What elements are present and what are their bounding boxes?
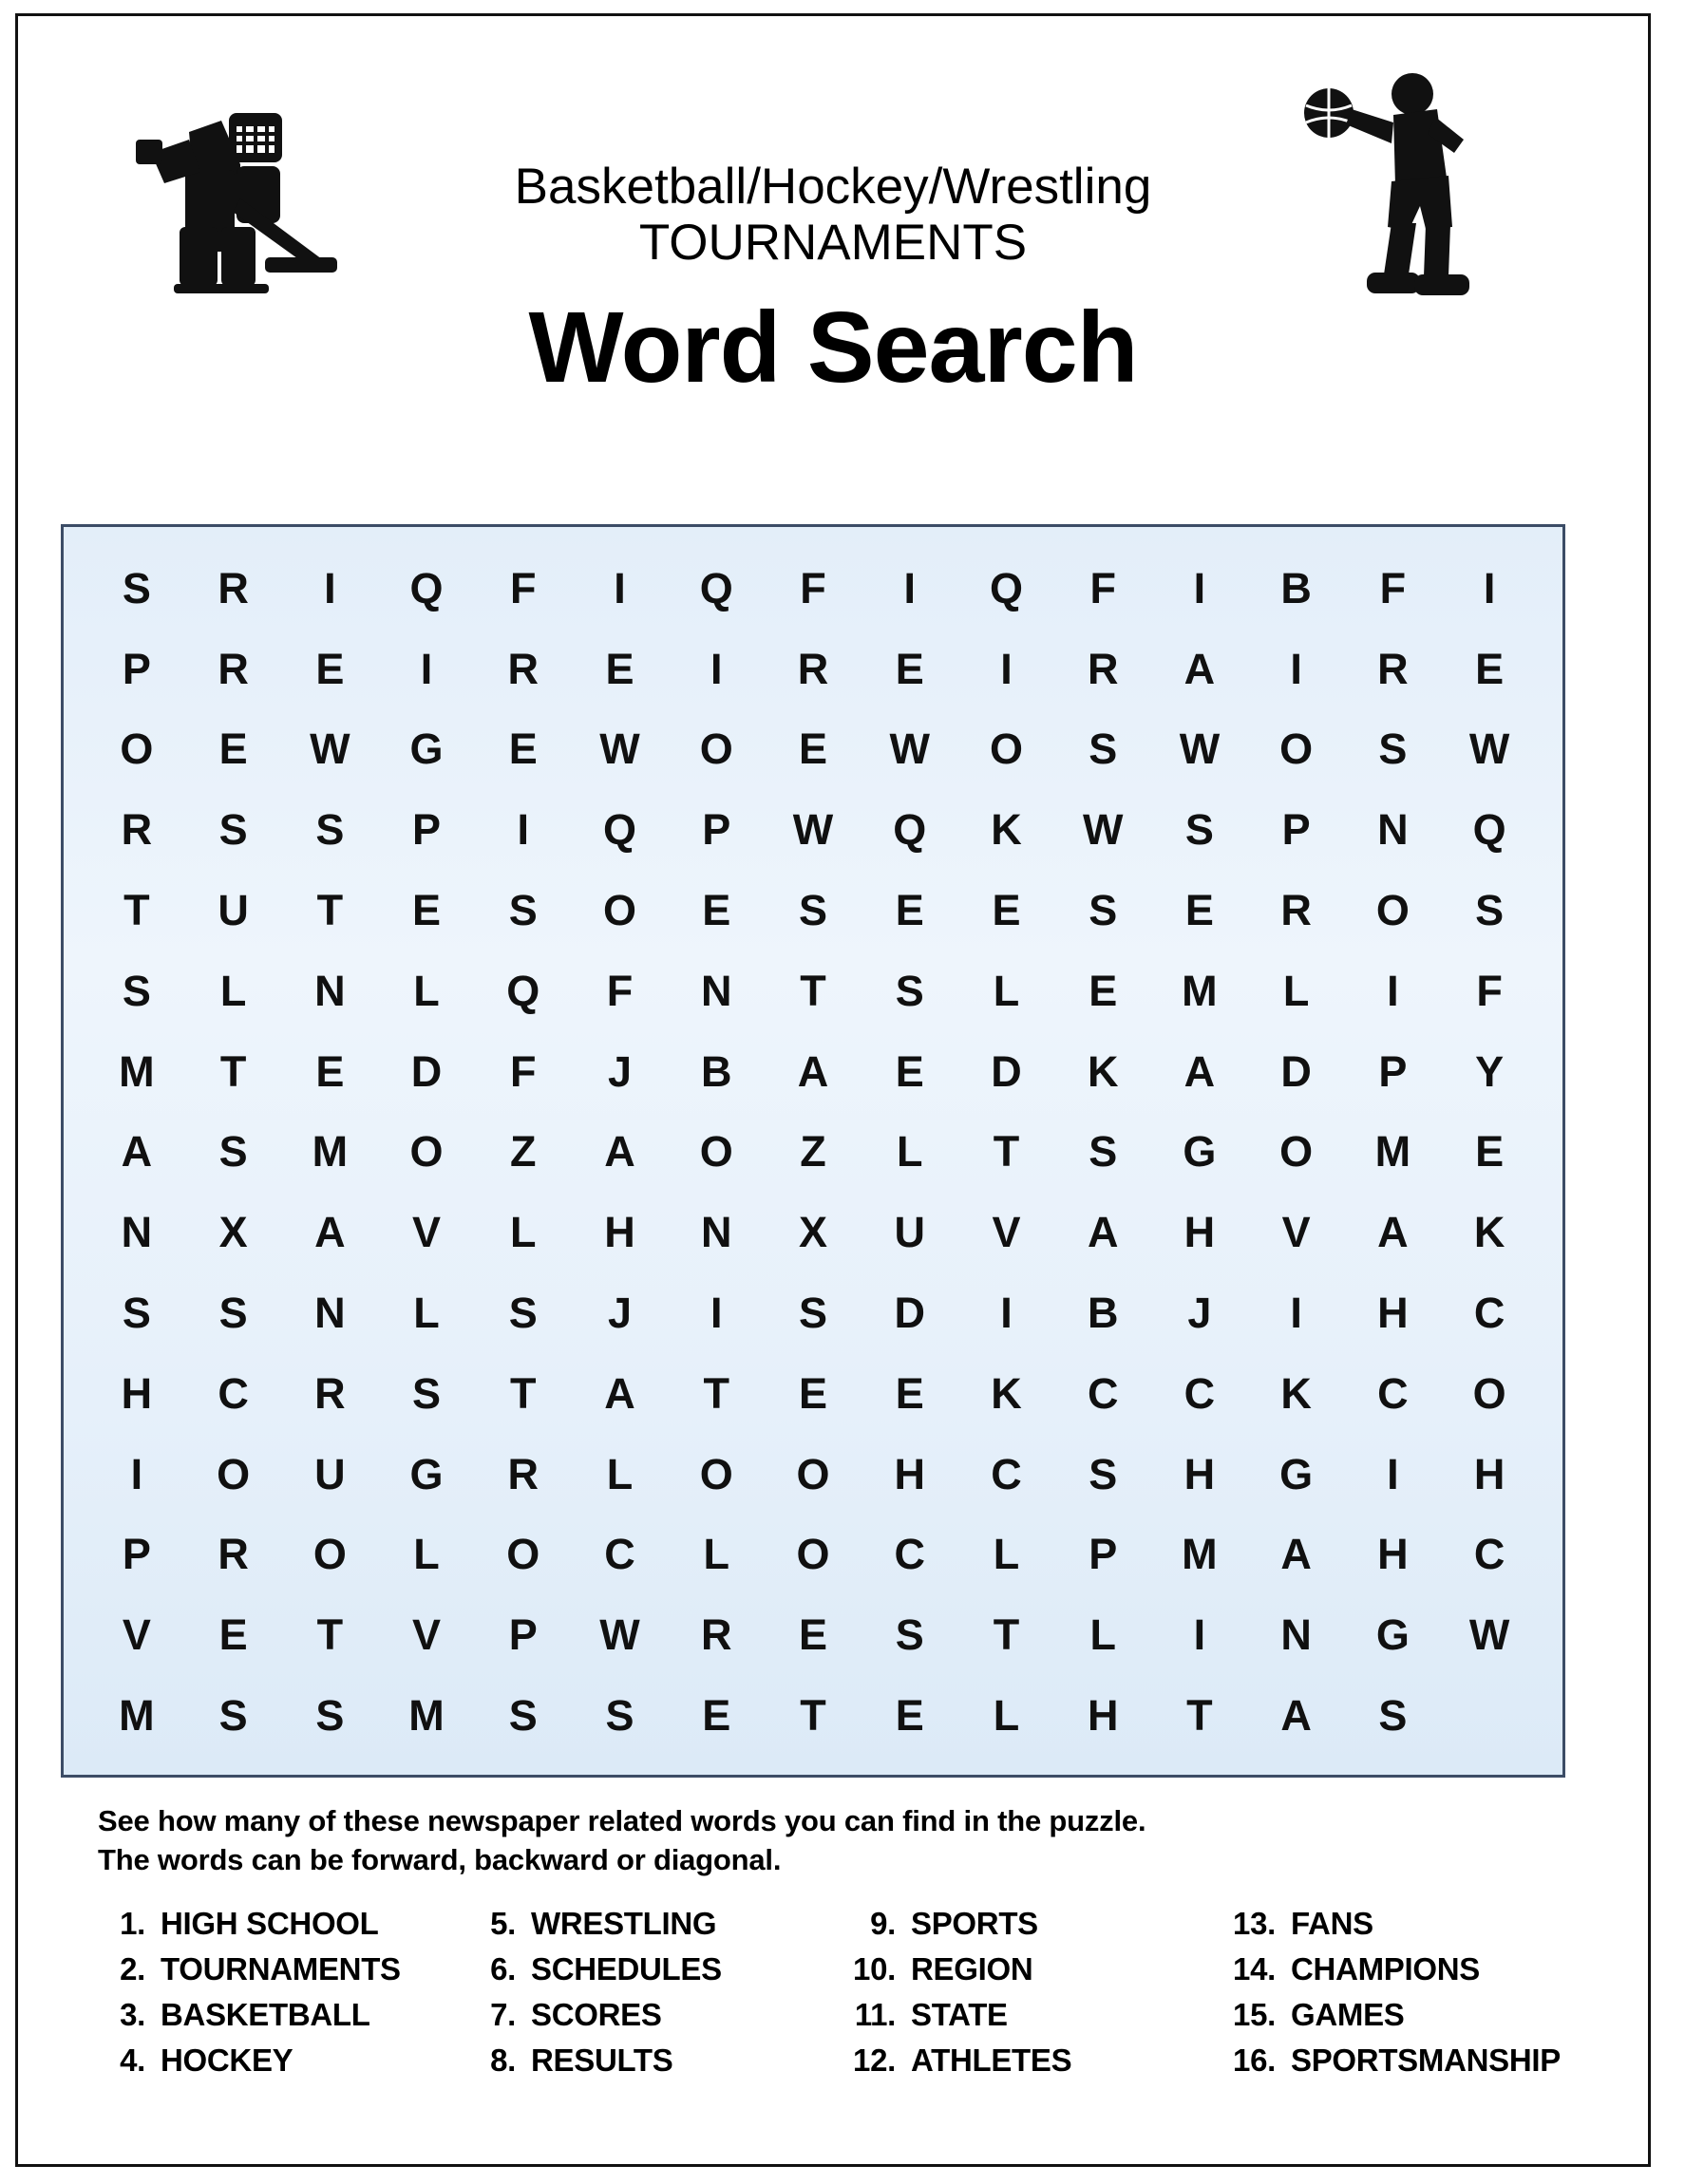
grid-cell[interactable]: C	[1473, 1289, 1505, 1338]
grid-cell[interactable]: A	[604, 1127, 635, 1177]
grid-cell[interactable]: G	[1375, 1610, 1410, 1660]
word-number: 4.	[120, 2042, 145, 2078]
grid-cell[interactable]: T	[993, 1610, 1020, 1660]
grid-cell[interactable]: V	[122, 1610, 151, 1660]
grid-cell[interactable]: W	[1179, 725, 1221, 774]
grid-cell[interactable]: D	[410, 1046, 443, 1096]
grid-cell[interactable]: R	[701, 1610, 732, 1660]
grid-cell[interactable]: O	[1279, 1127, 1314, 1177]
word-number: 8.	[490, 2042, 516, 2078]
grid-cell[interactable]: E	[702, 1691, 731, 1741]
grid-cell[interactable]: P	[122, 1530, 151, 1579]
grid-cell[interactable]: I	[1387, 966, 1399, 1015]
grid-cell[interactable]: N	[701, 1208, 732, 1257]
grid-cell[interactable]: W	[1468, 1610, 1510, 1660]
grid-cell[interactable]: E	[895, 1046, 924, 1096]
grid-cell[interactable]: I	[1000, 644, 1013, 693]
grid-cell[interactable]: R	[507, 1449, 540, 1498]
word-list-item[interactable]	[848, 1997, 1228, 2034]
word-list-item[interactable]	[468, 1951, 848, 1988]
title-block	[18, 159, 1648, 405]
grid-cell[interactable]: S	[412, 1368, 442, 1418]
grid-cell[interactable]: D	[991, 1046, 1022, 1096]
grid-cell[interactable]: A	[121, 1127, 153, 1177]
grid-cell[interactable]: A	[1183, 644, 1216, 693]
grid-cell[interactable]: S	[798, 886, 827, 935]
grid-cell[interactable]: K	[991, 805, 1022, 855]
grid-cell[interactable]: T	[219, 1046, 247, 1096]
word-list-item[interactable]	[98, 1997, 468, 2034]
grid-cell[interactable]: B	[1280, 563, 1312, 612]
grid-cell[interactable]: L	[413, 1530, 440, 1579]
grid-cell[interactable]: W	[599, 1610, 640, 1660]
word-label: SCHEDULES	[531, 1950, 722, 1986]
word-number: 12.	[853, 2042, 896, 2078]
grid-cell[interactable]: I	[130, 1449, 143, 1498]
grid-cell[interactable]: I	[1290, 644, 1302, 693]
grid-cell[interactable]: T	[1186, 1691, 1213, 1741]
grid-cell[interactable]: G	[1279, 1449, 1314, 1498]
grid-cell[interactable]: O	[699, 725, 733, 774]
grid-cell[interactable]: K	[1280, 1368, 1312, 1418]
grid-cell[interactable]: S	[508, 886, 538, 935]
grid-cell[interactable]: J	[608, 1046, 633, 1096]
grid-cell[interactable]: L	[1089, 1610, 1116, 1660]
word-label: SCORES	[531, 1996, 662, 2032]
word-search-grid[interactable]	[64, 527, 1562, 1775]
grid-cell[interactable]: I	[1290, 1289, 1302, 1338]
grid-cell[interactable]: M	[119, 1691, 155, 1741]
grid-cell[interactable]: X	[798, 1208, 827, 1257]
word-label: HOCKEY	[161, 2042, 293, 2078]
grid-cell[interactable]: S	[122, 1289, 151, 1338]
grid-cell[interactable]: L	[219, 966, 247, 1015]
grid-cell[interactable]: S	[218, 1691, 248, 1741]
grid-cell[interactable]: K	[991, 1368, 1022, 1418]
grid-cell[interactable]: R	[1087, 644, 1119, 693]
word-list-item[interactable]	[1228, 1951, 1608, 1988]
grid-cell[interactable]: I	[903, 563, 916, 612]
word-list-item[interactable]	[1228, 1997, 1608, 2034]
word-list-item[interactable]	[848, 2043, 1228, 2080]
grid-cell[interactable]: S	[1475, 886, 1505, 935]
grid-cell[interactable]: W	[1468, 725, 1510, 774]
word-label: STATE	[911, 1996, 1008, 2032]
grid-cell[interactable]: V	[412, 1610, 442, 1660]
word-label: SPORTS	[911, 1906, 1038, 1941]
grid-cell[interactable]: T	[316, 886, 344, 935]
grid-cell[interactable]: E	[798, 725, 827, 774]
grid-cell[interactable]: O	[796, 1530, 830, 1579]
grid-cell[interactable]: C	[991, 1449, 1022, 1498]
grid-cell[interactable]: S	[122, 563, 151, 612]
instructions-line-2: The words can be forward, backward or diagonal.	[98, 1843, 782, 1877]
grid-cell[interactable]: N	[1280, 1610, 1312, 1660]
grid-cell[interactable]: K	[1473, 1208, 1505, 1257]
word-label: SPORTSMANSHIP	[1291, 2042, 1561, 2078]
grid-cell[interactable]: N	[1377, 805, 1409, 855]
grid-cell[interactable]: K	[1087, 1046, 1119, 1096]
word-list-item[interactable]	[1228, 2043, 1608, 2080]
grid-cell[interactable]: E	[315, 1046, 345, 1096]
grid-cell[interactable]: A	[1280, 1691, 1312, 1741]
grid-cell[interactable]: O	[217, 1449, 251, 1498]
grid-cell[interactable]: S	[1378, 1691, 1408, 1741]
grid-cell[interactable]: Q	[603, 805, 637, 855]
grid-cell[interactable]: O	[699, 1449, 733, 1498]
grid-cell[interactable]: H	[121, 1368, 153, 1418]
grid-cell[interactable]: A	[797, 1046, 829, 1096]
word-number: 5.	[490, 1906, 516, 1941]
grid-cell[interactable]: R	[1280, 886, 1312, 935]
grid-cell[interactable]: O	[989, 725, 1023, 774]
grid-cell[interactable]: E	[605, 644, 634, 693]
word-list-item[interactable]	[468, 2043, 848, 2080]
grid-cell[interactable]: I	[420, 644, 433, 693]
grid-cell[interactable]: A	[314, 1208, 346, 1257]
grid-cell[interactable]: P	[412, 805, 442, 855]
grid-cell[interactable]: O	[603, 886, 637, 935]
grid-cell[interactable]: S	[1089, 1127, 1118, 1177]
grid-cell[interactable]: I	[1193, 563, 1206, 612]
word-number: 1.	[120, 1906, 145, 1941]
grid-cell[interactable]: O	[312, 1530, 347, 1579]
grid-cell[interactable]: J	[1187, 1289, 1212, 1338]
page-title: Word Search	[528, 292, 1138, 405]
grid-cell[interactable]: H	[1473, 1449, 1505, 1498]
grid-cell[interactable]: R	[218, 644, 249, 693]
grid-cell[interactable]: U	[314, 1449, 346, 1498]
grid-cell[interactable]: Q	[409, 563, 444, 612]
grid-cell[interactable]: O	[120, 725, 154, 774]
grid-cell[interactable]: N	[314, 1289, 346, 1338]
word-number: 7.	[490, 1996, 516, 2032]
grid-cell[interactable]: R	[218, 563, 249, 612]
grid-cell[interactable]: Q	[893, 805, 927, 855]
grid-cell[interactable]: V	[992, 1208, 1021, 1257]
grid-cell[interactable]: S	[218, 1127, 248, 1177]
grid-cell[interactable]: I	[1483, 563, 1496, 612]
grid-cell[interactable]: Q	[506, 966, 540, 1015]
word-number: 13.	[1233, 1906, 1276, 1941]
grid-cell[interactable]: S	[315, 1691, 345, 1741]
grid-cell[interactable]: L	[1282, 966, 1310, 1015]
grid-cell[interactable]: E	[315, 644, 345, 693]
grid-cell[interactable]: H	[1377, 1530, 1409, 1579]
grid-cell[interactable]: N	[314, 966, 346, 1015]
word-number: 15.	[1233, 1996, 1276, 2032]
grid-cell[interactable]: H	[1377, 1289, 1409, 1338]
grid-cell[interactable]: S	[122, 966, 151, 1015]
word-label: WRESTLING	[531, 1906, 717, 1941]
grid-cell[interactable]: B	[1087, 1289, 1119, 1338]
grid-cell[interactable]: O	[1472, 1368, 1506, 1418]
grid-cell[interactable]: G	[409, 725, 444, 774]
grid-cell[interactable]: S	[218, 1289, 248, 1338]
word-list-item[interactable]	[848, 1906, 1228, 1943]
grid-cell[interactable]: W	[1082, 805, 1124, 855]
word-label: CHAMPIONS	[1291, 1950, 1480, 1986]
grid-cell[interactable]: T	[703, 1368, 729, 1418]
grid-cell[interactable]: S	[315, 805, 345, 855]
grid-cell[interactable]: Q	[699, 563, 733, 612]
grid-cell[interactable]: P	[702, 805, 731, 855]
grid-cell[interactable]: M	[1182, 1530, 1218, 1579]
grid-cell[interactable]: A	[1183, 1046, 1216, 1096]
grid-cell[interactable]: V	[412, 1208, 442, 1257]
grid-cell[interactable]: E	[992, 886, 1021, 935]
grid-cell[interactable]: P	[1281, 805, 1311, 855]
grid-cell[interactable]: G	[1183, 1127, 1217, 1177]
word-list-column	[98, 1906, 468, 2080]
grid-cell[interactable]: A	[1280, 1530, 1312, 1579]
grid-cell[interactable]: F	[1476, 966, 1503, 1015]
grid-cell[interactable]: S	[1089, 886, 1118, 935]
word-number: 9.	[870, 1906, 896, 1941]
grid-cell[interactable]: T	[800, 966, 826, 1015]
word-label: FANS	[1291, 1906, 1373, 1941]
grid-cell[interactable]: L	[703, 1530, 729, 1579]
grid-cell[interactable]: P	[1089, 1530, 1118, 1579]
grid-cell[interactable]: A	[604, 1368, 635, 1418]
grid-cell[interactable]: I	[710, 644, 723, 693]
grid-cell[interactable]: I	[1193, 1610, 1206, 1660]
grid-cell[interactable]: U	[894, 1208, 925, 1257]
grid-cell[interactable]: H	[1183, 1208, 1216, 1257]
grid-cell[interactable]: F	[510, 563, 537, 612]
grid-cell[interactable]: L	[993, 1530, 1020, 1579]
grid-cell[interactable]: S	[605, 1691, 634, 1741]
grid-cell[interactable]: B	[701, 1046, 732, 1096]
word-list-item[interactable]	[98, 2043, 468, 2080]
grid-cell[interactable]: E	[798, 1610, 827, 1660]
grid-cell[interactable]: E	[508, 725, 538, 774]
grid-cell[interactable]: S	[895, 966, 924, 1015]
grid-cell[interactable]: O	[1279, 725, 1314, 774]
grid-cell[interactable]: T	[800, 1691, 826, 1741]
grid-cell[interactable]: C	[218, 1368, 249, 1418]
grid-cell[interactable]: Q	[1472, 805, 1506, 855]
grid-cell[interactable]: L	[993, 1691, 1020, 1741]
grid-cell[interactable]: M	[119, 1046, 155, 1096]
word-number: 3.	[120, 1996, 145, 2032]
grid-cell[interactable]: C	[1087, 1368, 1119, 1418]
grid-cell[interactable]: O	[1375, 886, 1410, 935]
grid-cell[interactable]: I	[1387, 1449, 1399, 1498]
word-number: 6.	[490, 1950, 516, 1986]
grid-cell[interactable]: C	[1473, 1530, 1505, 1579]
grid-cell[interactable]: L	[606, 1449, 634, 1498]
word-list-item[interactable]	[468, 1906, 848, 1943]
grid-cell[interactable]: M	[312, 1127, 349, 1177]
grid-cell[interactable]: R	[121, 805, 153, 855]
grid-cell[interactable]: P	[122, 644, 151, 693]
word-label: RESULTS	[531, 2042, 673, 2078]
grid-cell[interactable]: G	[409, 1449, 444, 1498]
grid-cell[interactable]: R	[218, 1530, 249, 1579]
instructions	[98, 1801, 1580, 1879]
grid-cell[interactable]: Z	[510, 1127, 537, 1177]
grid-cell[interactable]: R	[507, 644, 540, 693]
grid-cell[interactable]: W	[889, 725, 930, 774]
grid-cell[interactable]: E	[412, 886, 442, 935]
grid-cell[interactable]: S	[218, 805, 248, 855]
grid-cell[interactable]: M	[1374, 1127, 1411, 1177]
grid-cell[interactable]: E	[1475, 1127, 1505, 1177]
grid-cell[interactable]: O	[506, 1530, 540, 1579]
grid-cell[interactable]: U	[218, 886, 249, 935]
grid-cell[interactable]: T	[510, 1368, 537, 1418]
word-label: REGION	[911, 1950, 1033, 1986]
grid-cell[interactable]: E	[218, 725, 248, 774]
page-subtitle-tournaments: TOURNAMENTS	[638, 215, 1028, 272]
grid-cell[interactable]: L	[993, 966, 1020, 1015]
word-label: HIGH SCHOOL	[161, 1906, 379, 1941]
grid-cell[interactable]: F	[1089, 563, 1116, 612]
word-number: 2.	[120, 1950, 145, 1986]
word-label: TOURNAMENTS	[161, 1950, 401, 1986]
word-list-item[interactable]	[1228, 1906, 1608, 1943]
word-list-column	[848, 1906, 1228, 2080]
grid-cell[interactable]: Q	[989, 563, 1023, 612]
word-label: ATHLETES	[911, 2042, 1072, 2078]
word-label: BASKETBALL	[161, 1996, 370, 2032]
grid-cell[interactable]: H	[1087, 1691, 1119, 1741]
grid-cell[interactable]: H	[604, 1208, 635, 1257]
word-label: GAMES	[1291, 1996, 1405, 2032]
grid-cell[interactable]: S	[1378, 725, 1408, 774]
grid-cell[interactable]: R	[797, 644, 829, 693]
word-list-column	[1228, 1906, 1608, 2080]
grid-cell[interactable]: S	[508, 1289, 538, 1338]
grid-cell[interactable]: S	[508, 1691, 538, 1741]
grid-cell[interactable]: N	[701, 966, 732, 1015]
grid-cell[interactable]: E	[798, 1368, 827, 1418]
word-list-item[interactable]	[468, 1997, 848, 2034]
word-list	[98, 1906, 1608, 2080]
grid-cell[interactable]: F	[800, 563, 826, 612]
grid-cell[interactable]: P	[1378, 1046, 1408, 1096]
grid-cell[interactable]: E	[895, 1368, 924, 1418]
grid-cell[interactable]: E	[218, 1610, 248, 1660]
worksheet-page	[15, 13, 1651, 2167]
grid-cell[interactable]: O	[796, 1449, 830, 1498]
grid-cell[interactable]: E	[1475, 644, 1505, 693]
grid-cell[interactable]: E	[895, 1691, 924, 1741]
word-number: 14.	[1233, 1950, 1276, 1986]
grid-cell[interactable]: I	[1000, 1289, 1013, 1338]
grid-cell[interactable]: P	[508, 1610, 538, 1660]
grid-cell[interactable]: M	[1182, 966, 1218, 1015]
word-list-item[interactable]	[848, 1951, 1228, 1988]
grid-cell[interactable]: A	[1087, 1208, 1119, 1257]
grid-cell[interactable]: Z	[800, 1127, 826, 1177]
word-search-grid-frame	[61, 524, 1565, 1778]
grid-cell[interactable]: E	[895, 644, 924, 693]
page-header	[18, 16, 1648, 491]
grid-cell[interactable]: H	[1183, 1449, 1216, 1498]
grid-cell[interactable]: N	[121, 1208, 153, 1257]
grid-cell[interactable]: A	[1377, 1208, 1409, 1257]
grid-cell[interactable]: D	[894, 1289, 925, 1338]
grid-cell[interactable]: O	[409, 1127, 444, 1177]
grid-cell[interactable]: T	[123, 886, 150, 935]
grid-cell[interactable]: V	[1281, 1208, 1311, 1257]
grid-cell[interactable]: R	[314, 1368, 346, 1418]
grid-cell[interactable]: L	[413, 1289, 440, 1338]
grid-cell[interactable]: E	[895, 886, 924, 935]
grid-cell[interactable]: S	[1089, 725, 1118, 774]
grid-cell[interactable]: I	[517, 805, 530, 855]
grid-cell[interactable]: E	[702, 886, 731, 935]
grid-cell[interactable]: T	[993, 1127, 1020, 1177]
grid-cell[interactable]: R	[1377, 644, 1409, 693]
grid-cell[interactable]: W	[310, 725, 350, 774]
grid-cell[interactable]: C	[1183, 1368, 1216, 1418]
word-number: 16.	[1233, 2042, 1276, 2078]
grid-cell[interactable]: S	[1089, 1449, 1118, 1498]
grid-cell[interactable]: Y	[1475, 1046, 1505, 1096]
grid-cell[interactable]: S	[895, 1610, 924, 1660]
grid-cell[interactable]: L	[510, 1208, 537, 1257]
grid-cell[interactable]: H	[894, 1449, 925, 1498]
grid-cell[interactable]: O	[699, 1127, 733, 1177]
grid-cell[interactable]: X	[218, 1208, 248, 1257]
grid-cell[interactable]: I	[710, 1289, 723, 1338]
word-list-item[interactable]	[98, 1951, 468, 1988]
grid-cell[interactable]: E	[1184, 886, 1214, 935]
grid-cell[interactable]: L	[896, 1127, 923, 1177]
grid-cell[interactable]: W	[599, 725, 640, 774]
grid-cell[interactable]: E	[1089, 966, 1118, 1015]
word-list-column	[468, 1906, 848, 2080]
grid-cell[interactable]: F	[606, 966, 634, 1015]
grid-cell[interactable]: M	[408, 1691, 445, 1741]
grid-cell[interactable]: L	[413, 966, 440, 1015]
grid-cell[interactable]: S	[1184, 805, 1214, 855]
grid-cell[interactable]: F	[1379, 563, 1407, 612]
grid-cell[interactable]: S	[798, 1289, 827, 1338]
instructions-line-1: See how many of these newspaper related words you can find in the puzzle.	[98, 1804, 1146, 1837]
word-list-item[interactable]	[98, 1906, 468, 1943]
grid-cell[interactable]: T	[316, 1610, 344, 1660]
grid-cell[interactable]: I	[324, 563, 336, 612]
grid-cell[interactable]: C	[604, 1530, 635, 1579]
page-subtitle-sports: Basketball/Hockey/Wrestling	[514, 159, 1152, 215]
grid-cell[interactable]: D	[1280, 1046, 1312, 1096]
grid-cell[interactable]: I	[614, 563, 626, 612]
word-number: 11.	[854, 1996, 896, 2032]
word-number: 10.	[853, 1950, 896, 1986]
grid-cell[interactable]: F	[510, 1046, 537, 1096]
grid-cell[interactable]: W	[792, 805, 834, 855]
grid-cell[interactable]: J	[608, 1289, 633, 1338]
grid-cell[interactable]: C	[894, 1530, 925, 1579]
grid-cell[interactable]: C	[1377, 1368, 1409, 1418]
